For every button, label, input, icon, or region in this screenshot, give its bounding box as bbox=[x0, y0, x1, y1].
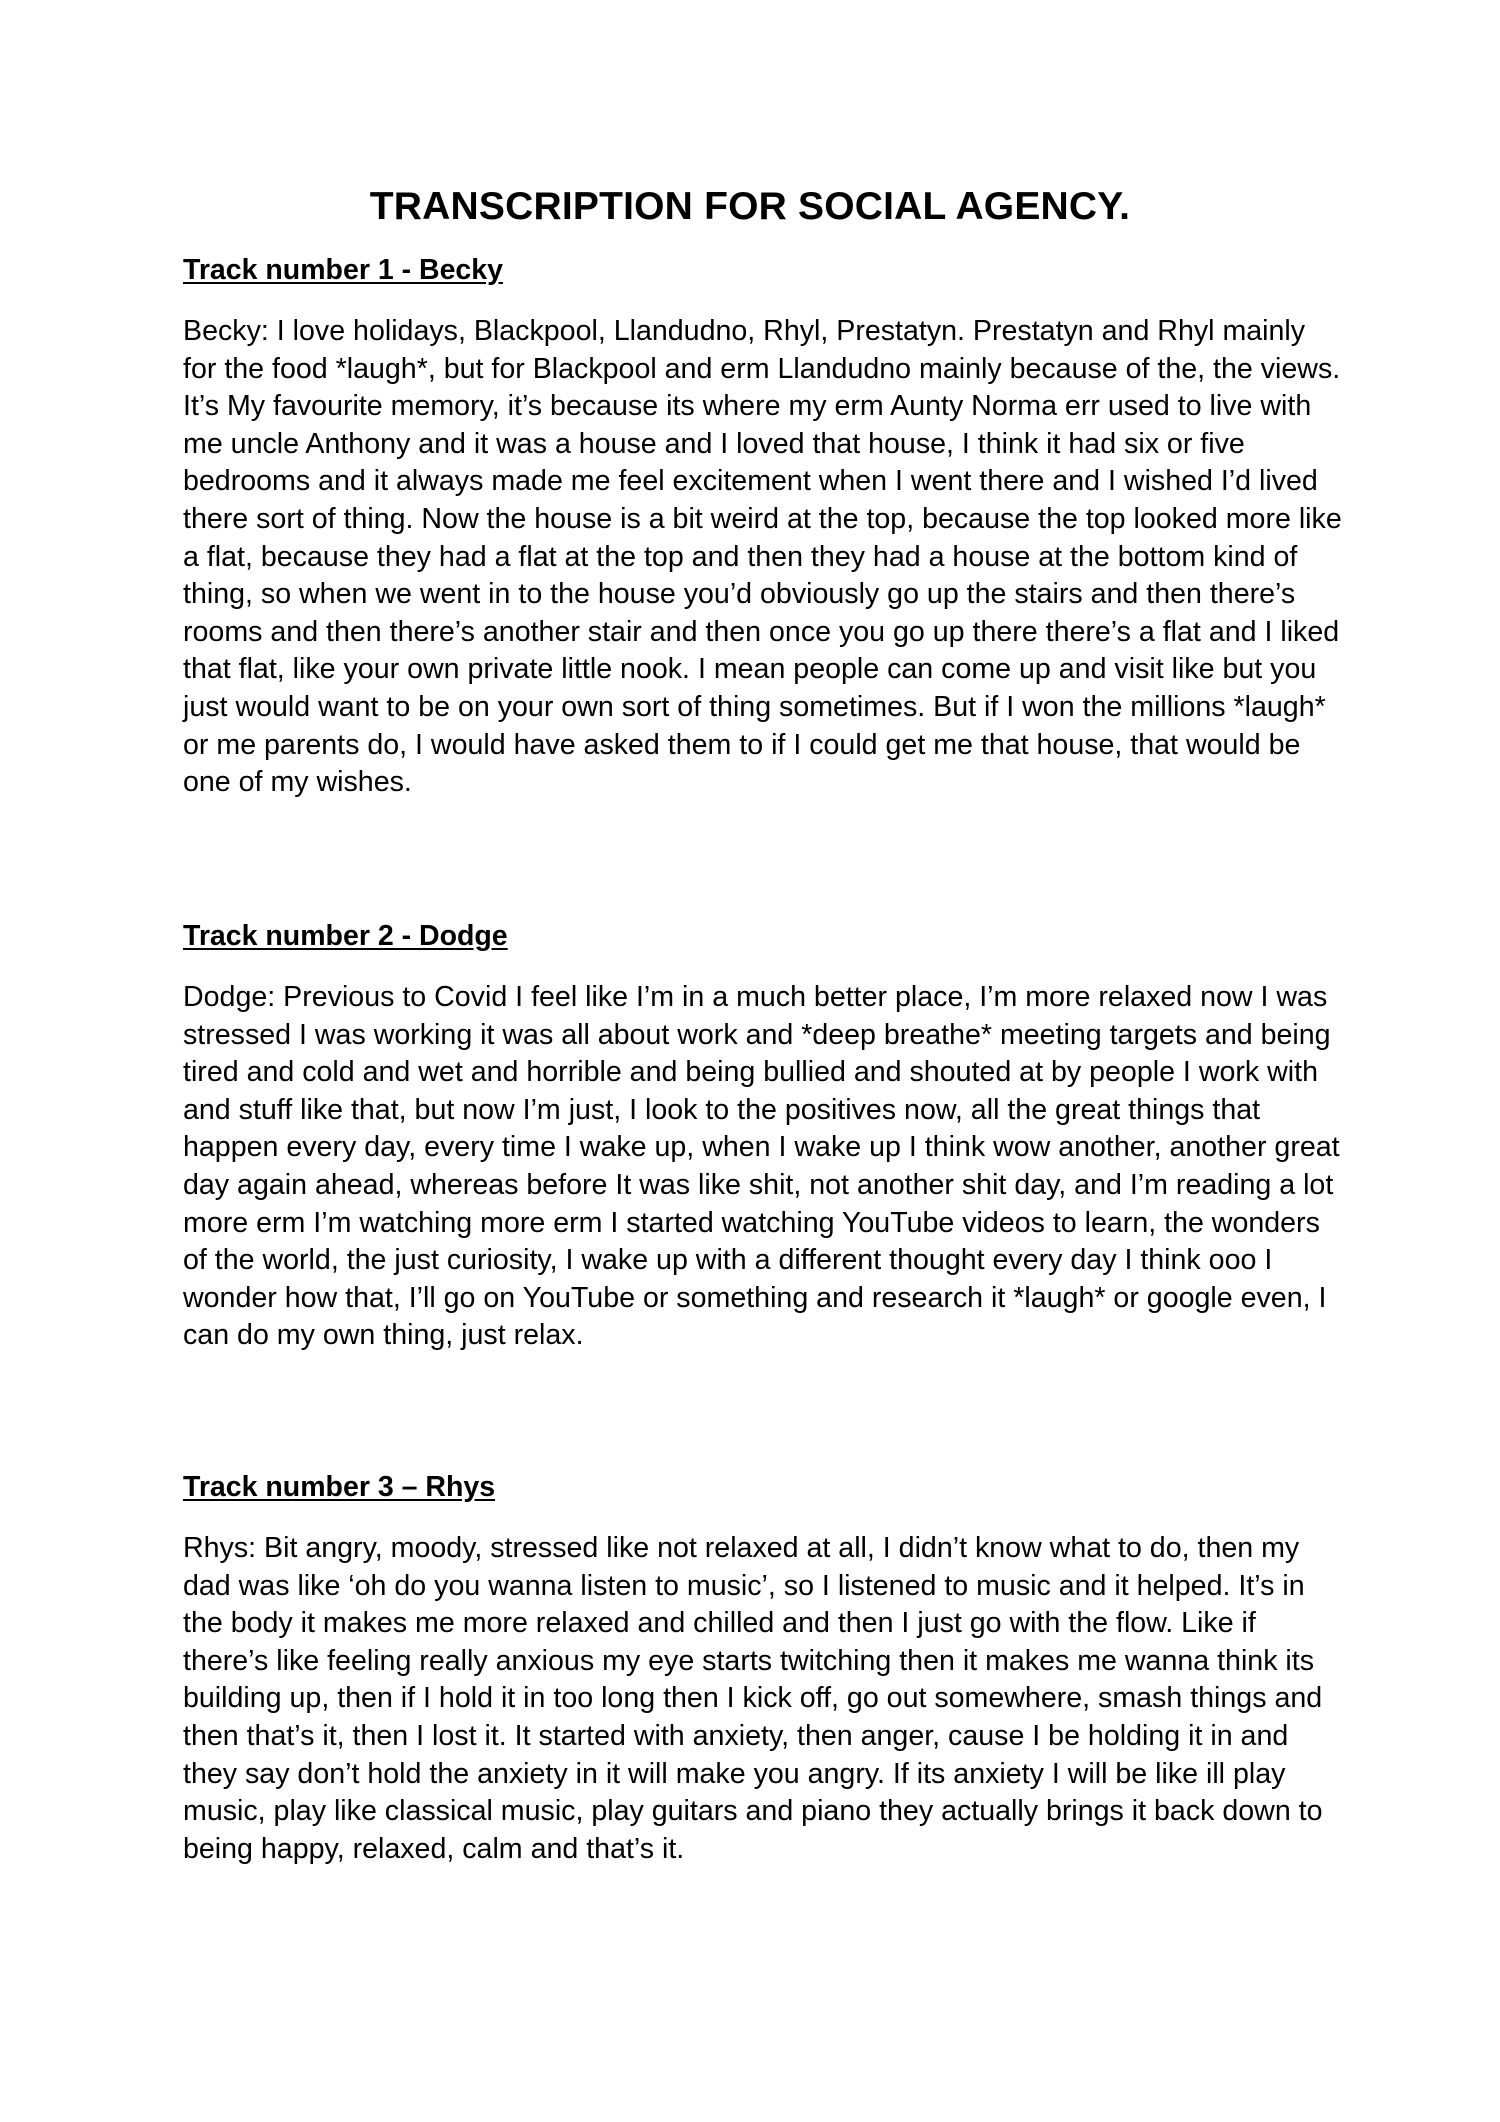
track-section-3 bbox=[183, 1469, 1343, 1868]
track-transcript-1: Becky: I love holidays, Blackpool, Llandudno, Rhyl, Prestatyn. Prestatyn and Rhyl mainly for the food *laugh*, but for Blackpool and erm Llandudno mainly because of the, the views. It’s My favourite memory, it’s because its where my erm Aunty Norma err used to live with me uncle Anthony and it was a house and I loved that house, I think it had six or five bedrooms and it always made me feel excitement when I went there and I wished I’d lived there sort of thing. Now the house is a bit weird at the top, because the top looked more like a flat, because they had a flat at the top and then they had a house at the bottom kind of thing, so when we went in to the house you’d obviously go up the stairs and then there’s rooms and then there’s another stair and then once you go up there there’s a flat and I liked that flat, like your own private little nook. I mean people can come up and visit like but you just would want to be on your own sort of thing sometimes. But if I won the millions *laugh* or me parents do, I would have asked them to if I could get me that house, that would be one of my wishes. bbox=[183, 315, 1342, 799]
track-transcript-2: Dodge: Previous to Covid I feel like I’m in a much better place, I’m more relaxed now I was stressed I was working it was all about work and *deep breathe* meeting targets and being tired and cold and wet and horrible and being bullied and shouted at by people I work with and stuff like that, but now I’m just, I look to the positives now, all the great things that happen every day, every time I wake up, when I wake up I think wow another, another great day again ahead, whereas before It was like shit, not another shit day, and I’m reading a lot more erm I’m watching more erm I started watching YouTube videos to learn, the wonders of the world, the just curiosity, I wake up with a different thought every day I think ooo I wonder how that, I’ll go on YouTube or something and research it *laugh* or google even, I can do my own thing, just relax. bbox=[183, 981, 1340, 1352]
track-transcript-3: Rhys: Bit angry, moody, stressed like not relaxed at all, I didn’t know what to do, then my dad was like ‘oh do you wanna listen to music’, so I listened to music and it helped. It’s in the body it makes me more relaxed and chilled and then I just go with the flow. Like if there’s like feeling really anxious my eye starts twitching then it makes me wanna think its building up, then if I hold it in too long then I kick off, go out somewhere, smash things and then that’s it, then I lost it. It started with anxiety, then anger, cause I be holding it in and they say don’t hold the anxiety in it will make you angry. If its anxiety I will be like ill play music, play like classical music, play guitars and piano they actually brings it back down to being happy, relaxed, calm and that’s it. bbox=[183, 1532, 1323, 1865]
track-section-1 bbox=[183, 252, 1343, 802]
track-section-2 bbox=[183, 918, 1343, 1355]
page-title: TRANSCRIPTION FOR SOCIAL AGENCY. bbox=[369, 185, 1131, 228]
track-heading-3: Track number 3 – Rhys bbox=[183, 1471, 496, 1503]
track-heading-2: Track number 2 - Dodge bbox=[183, 920, 508, 952]
track-heading-1: Track number 1 - Becky bbox=[183, 254, 503, 286]
